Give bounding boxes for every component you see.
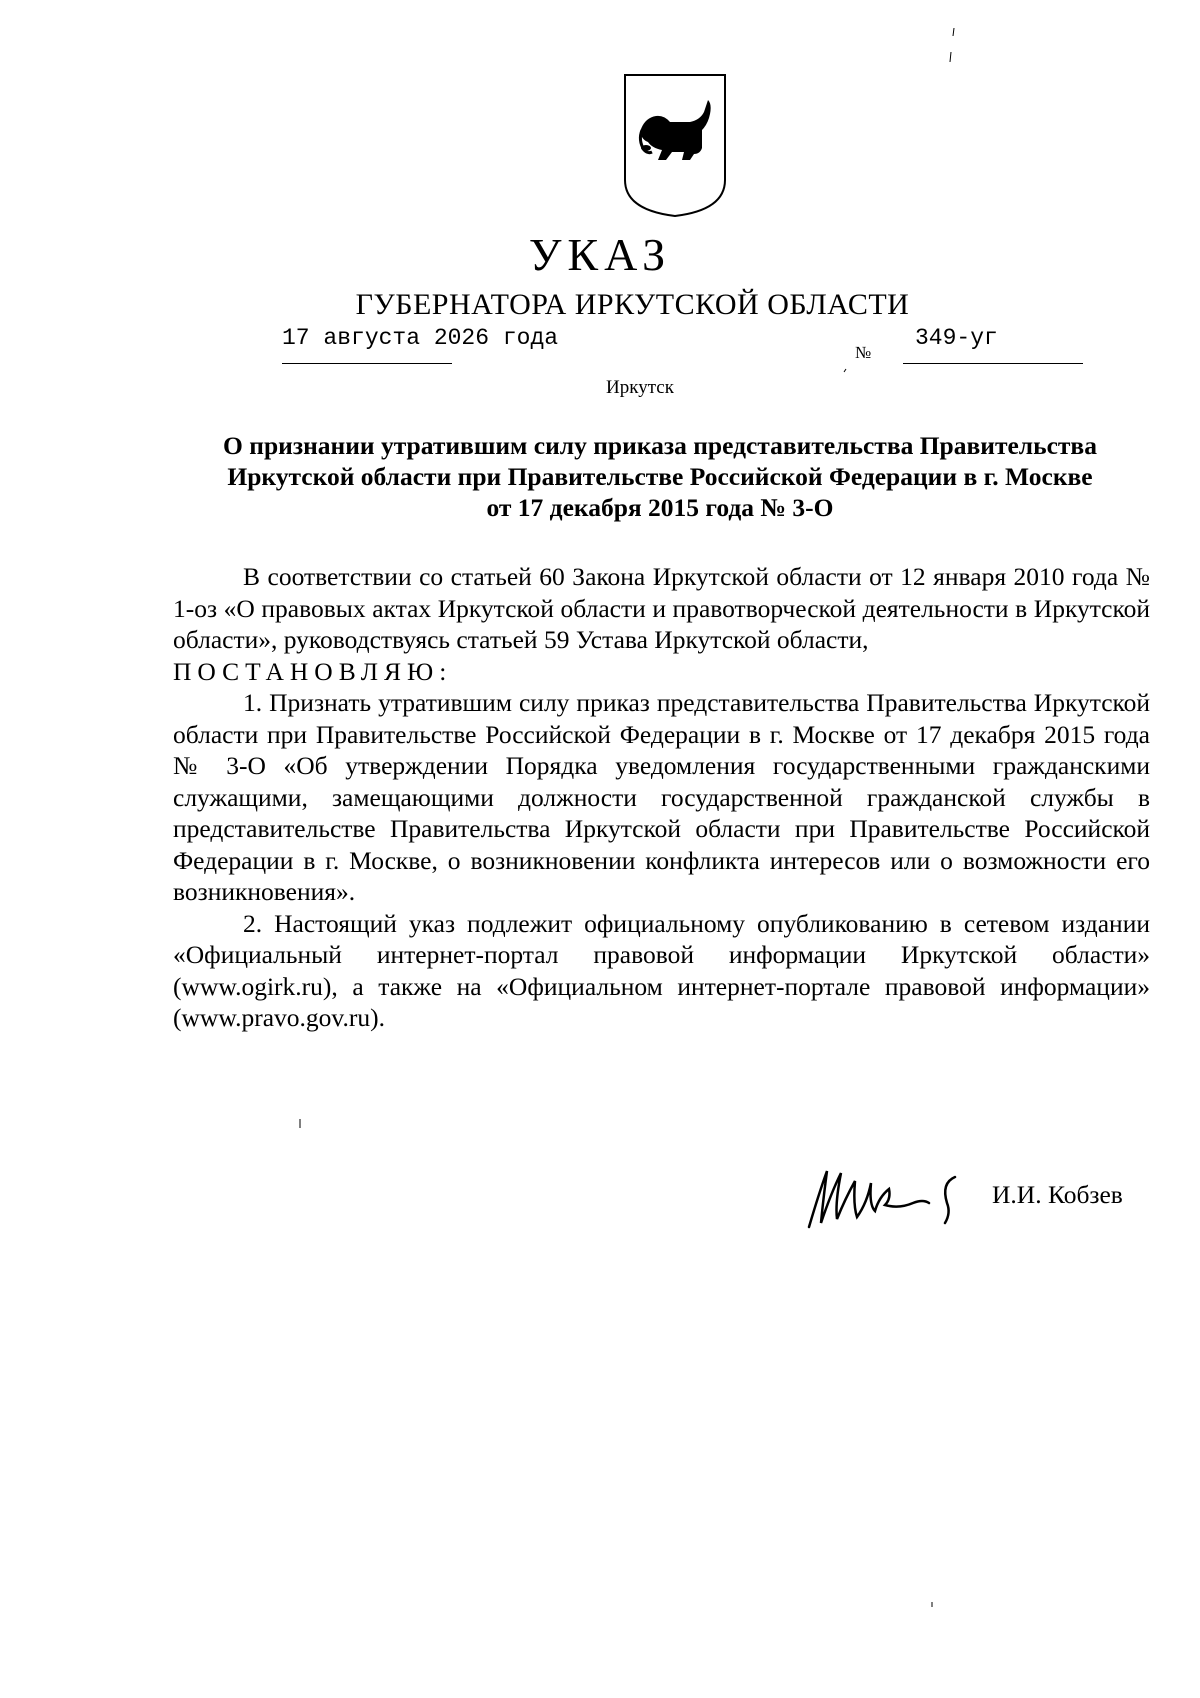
scan-speck-icon [298, 1118, 302, 1130]
document-heading [170, 430, 1150, 523]
scan-speck-icon [930, 1601, 934, 1609]
heading-line: Иркутской области при Правительстве Российской Федерации в г. Москве [227, 462, 1093, 491]
scan-speck-icon [948, 26, 956, 66]
decree-word: ПОСТАНОВЛЯЮ: [173, 656, 453, 686]
city-label: Иркутск [606, 377, 674, 398]
registration-number-field [903, 325, 1083, 364]
coat-of-arms-icon [620, 70, 730, 220]
document-type-title: УКАЗ [528, 229, 672, 280]
registration-date: 17 августа 2026 года [282, 325, 559, 351]
number-sign: № [855, 343, 872, 362]
heading-line: О признании утратившим силу приказа представительства Правительства [223, 431, 1097, 460]
document-body [173, 561, 1150, 1034]
item-1-paragraph: 1. Признать утратившим силу приказ представительства Правительства Иркутской области при Правительстве Российской Федерации в г. Москве от 17 декабря 2015 года № 3-О «Об утверждении Порядка уведомления государственными гражданскими служащими, замещающими должности государственной гражданской службы в представительстве Правительства Иркутской области при Правительстве Российской Федерации в г. Москве, о возникновении конфликта интересов или о возможности его возникновения». [173, 688, 1150, 906]
issuer-title: ГУБЕРНАТОРА ИРКУТСКОЙ ОБЛАСТИ [355, 288, 910, 321]
registration-date-field [282, 325, 559, 364]
preamble-paragraph: В соответствии со статьей 60 Закона Иркутской области от 12 января 2010 года № 1-оз «О правовых актах Иркутской области и правотворческой деятельности в Иркутской области», руководствуясь статьей 59 Устава Иркутской области, [173, 562, 1150, 654]
signatory-name: И.И. Кобзев [992, 1180, 1123, 1209]
handwritten-signature-icon [805, 1153, 985, 1233]
registration-number: 349-уг [915, 325, 998, 351]
heading-line: от 17 декабря 2015 года № 3-О [486, 493, 834, 522]
scan-speck-icon [842, 368, 848, 374]
item-2-paragraph: 2. Настоящий указ подлежит официальному опубликованию в сетевом издании «Официальный интернет-портал правовой информации Иркутской области» (www.ogirk.ru), а также на «Официальном интернет-портале правовой информации» (www.pravo.gov.ru). [173, 908, 1150, 1032]
